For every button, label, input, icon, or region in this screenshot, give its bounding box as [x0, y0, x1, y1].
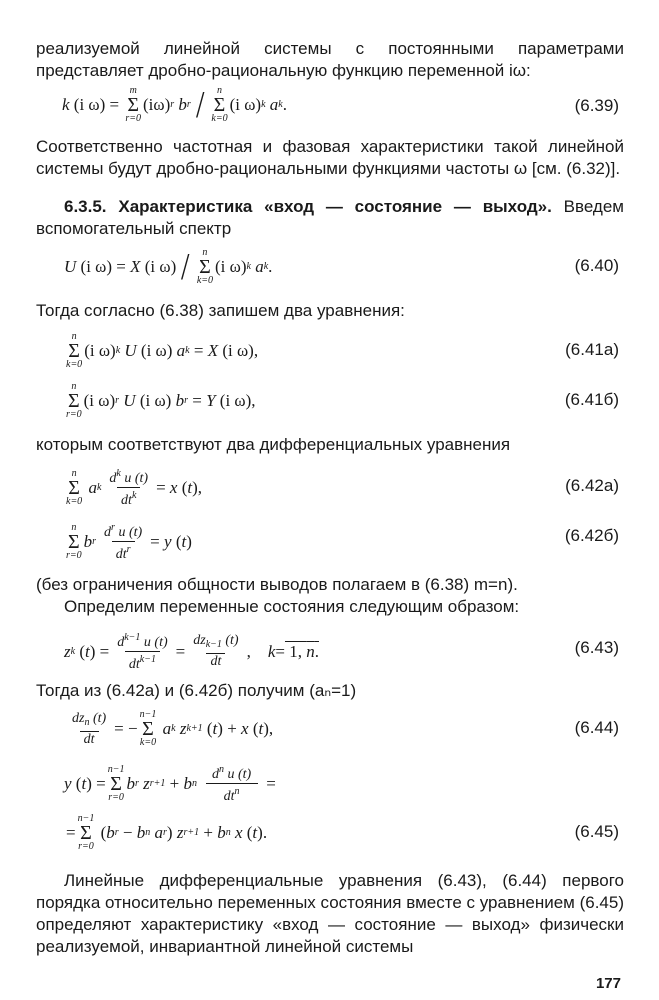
equation-6-42b: n Σ r=0 b r $\frac{d^r u (t)}{dt^r}$ = y ( t ) — [66, 521, 192, 562]
equation-number: (6.43) — [574, 638, 619, 657]
equation-6-45-line2: = n−1 Σ r=0 ( b r − b n a r ) z r+1 + b n x ( t ). — [66, 813, 268, 852]
page-number: 177 — [595, 975, 621, 992]
equation-number: (6.40) — [574, 256, 619, 275]
equation-6-40: U (i ω) = X (i ω) / n Σ k=0 (i ω) k a k . — [64, 246, 273, 288]
equation-number: (6.42а) — [565, 476, 619, 495]
paragraph-diff-equations: которым соответствуют два дифференциальных уравнения — [36, 435, 511, 454]
paragraph-frequency: Соответственно частотная и фазовая характеристики такой линейной системы будут дробно-рациональными функциями частоты ω [см. (6.32)]. — [36, 137, 624, 178]
equation-6-44: $\frac{dz_n (t)}{dt}$ = − n−1 Σ k=0 a k z k+1 ( t ) + x ( t ), — [72, 709, 274, 748]
equation-number: (6.39) — [574, 96, 619, 115]
equation-6-41a: n Σ k=0 (i ω) k U (i ω) a k = X (i ω), — [66, 331, 259, 370]
equation-number: (6.45) — [574, 822, 619, 841]
section-heading — [36, 196, 624, 240]
paragraph-conclusion: Линейные дифференциальные уравнения (6.43), (6.44) первого порядка относительно переменных состояния вместе с уравнением (6.45) определяют характеристику «вход — состояние — выход» физически реализуемой, инвариантной линейной системы — [36, 871, 624, 956]
section-title: Характеристика «вход — состояние — выход». — [118, 197, 552, 216]
equation-number: (6.41а) — [565, 340, 619, 359]
section-intro: Введем вспомогательный спектр — [36, 197, 624, 238]
paragraph-assumption: (без ограничения общности выводов полагаем в (6.38) m=n). — [36, 575, 518, 594]
equation-6-41b: n Σ r=0 (i ω) r U (i ω) b r = Y (i ω), — [66, 381, 256, 420]
paragraph-state-vars: Определим переменные состояния следующим образом: — [64, 597, 520, 616]
equation-6-43: z k ( t ) = $\frac{d^{k-1} u (t)}{dt^{k-1}}$ = $\frac{dz_{k-1} (t)}{dt}$ , k = 1, n. — [64, 632, 319, 672]
paragraph-intro: реализуемой линейной системы с постоянными параметрами представляет дробно-рациональную функцию переменной iω: — [36, 39, 624, 80]
section-number: 6.3.5. — [64, 197, 107, 216]
equation-number: (6.41б) — [564, 390, 619, 409]
equation-6-39: k (i ω) = m Σ r=0 (iω) r b r / n Σ k=0 (i ω) k a k . — [62, 84, 287, 126]
equation-number: (6.44) — [574, 718, 619, 737]
equation-number: (6.42б) — [564, 526, 619, 545]
equation-6-45-line1: y ( t ) = n−1 Σ r=0 b r z r+1 + b n $\frac{d^n u (t)}{dt^n}$ = — [64, 763, 276, 804]
paragraph-then-get: Тогда из (6.42а) и (6.42б) получим (aₙ=1) — [36, 681, 357, 700]
paragraph-two-equations: Тогда согласно (6.38) запишем два уравнения: — [36, 301, 405, 320]
equation-6-42a: n Σ k=0 a k $\frac{d^k u (t)}{dt^k}$ = x ( t ), — [66, 467, 203, 508]
